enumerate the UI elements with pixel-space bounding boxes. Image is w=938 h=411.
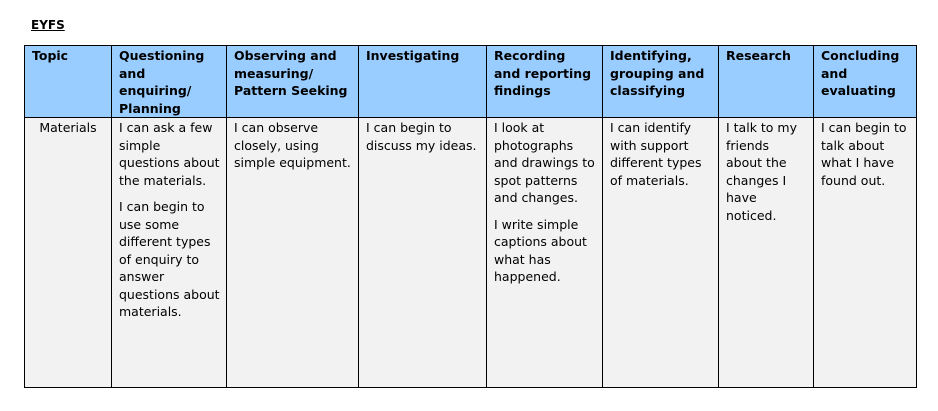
identifying-text: I can identify with support different types of materials. xyxy=(610,120,702,188)
recording-text-2: I write simple captions about what has happened. xyxy=(494,216,587,284)
header-questioning: Questioning and enquiring/ Planning xyxy=(112,46,227,118)
cell-research xyxy=(719,118,814,388)
cell-concluding xyxy=(814,118,917,388)
recording-text-1: I look at photographs and drawings to spot patterns and changes. xyxy=(494,120,595,205)
cell-topic xyxy=(25,118,112,388)
header-research: Research xyxy=(719,46,814,118)
header-investigating: Investigating xyxy=(359,46,487,118)
header-topic: Topic xyxy=(25,46,112,118)
cell-observing xyxy=(227,118,359,388)
observing-text: I can observe closely, using simple equipment. xyxy=(234,120,351,170)
questioning-text-2: I can begin to use some different types of enquiry to answer questions about materials. xyxy=(119,199,220,319)
cell-recording xyxy=(487,118,603,388)
eyfs-table xyxy=(24,45,917,388)
questioning-text-1: I can ask a few simple questions about the materials. xyxy=(119,120,220,188)
topic-text: Materials xyxy=(39,120,97,135)
investigating-text: I can begin to discuss my ideas. xyxy=(366,120,477,153)
table-row xyxy=(25,118,917,388)
concluding-text: I can begin to talk about what I have found out. xyxy=(821,120,907,188)
header-concluding: Concluding and evaluating xyxy=(814,46,917,118)
cell-identifying xyxy=(603,118,719,388)
header-row xyxy=(25,46,917,118)
cell-investigating xyxy=(359,118,487,388)
research-text: I talk to my friends about the changes I have noticed. xyxy=(726,120,798,223)
page-heading: EYFS xyxy=(31,18,65,32)
header-observing: Observing and measuring/ Pattern Seeking xyxy=(227,46,359,118)
cell-questioning xyxy=(112,118,227,388)
header-recording: Recording and reporting findings xyxy=(487,46,603,118)
header-identifying: Identifying, grouping and classifying xyxy=(603,46,719,118)
